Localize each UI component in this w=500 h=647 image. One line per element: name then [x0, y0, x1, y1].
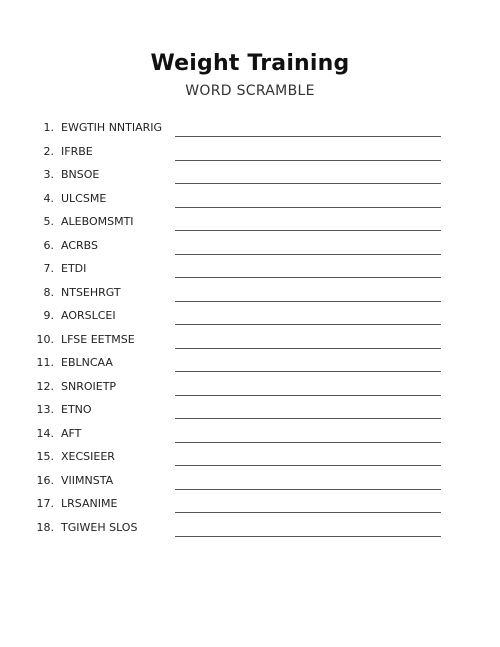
item-number: 3. [43, 168, 54, 181]
list-item [0, 495, 500, 519]
list-item [0, 425, 500, 449]
list-item [0, 284, 500, 308]
scrambled-word: ULCSME [61, 191, 107, 205]
answer-line[interactable] [175, 489, 441, 490]
item-number: 16. [36, 473, 54, 487]
list-item [0, 237, 500, 261]
list-item [0, 143, 500, 167]
answer-line[interactable] [175, 442, 441, 443]
item-number: 2. [43, 144, 54, 158]
answer-line[interactable] [175, 207, 441, 208]
item-number: 13. [36, 403, 54, 416]
answer-line[interactable] [175, 512, 441, 513]
item-number: 4. [43, 191, 54, 205]
list-item [0, 472, 500, 496]
item-number: 1. [43, 121, 54, 134]
item-number: 14. [36, 426, 54, 440]
scrambled-word: ACRBS [61, 238, 98, 252]
answer-line[interactable] [175, 136, 441, 137]
scrambled-word: EWGTIH NNTIARIG [61, 121, 163, 134]
scrambled-word: BNSOE [61, 168, 100, 181]
scrambled-word: AFT [61, 426, 82, 440]
list-item [0, 307, 500, 331]
answer-line[interactable] [175, 254, 441, 255]
scrambled-word: NTSEHRGT [61, 285, 121, 299]
answer-line[interactable] [175, 348, 441, 349]
answer-line[interactable] [175, 536, 441, 537]
item-number: 11. [36, 356, 54, 369]
scrambled-word: ETDI [61, 262, 87, 275]
answer-line[interactable] [175, 465, 441, 466]
item-number: 6. [43, 238, 54, 252]
answer-line[interactable] [175, 301, 441, 302]
item-number: 12. [36, 379, 54, 393]
scrambled-word: XECSIEER [61, 450, 115, 463]
item-number: 17. [36, 497, 54, 510]
answer-line[interactable] [175, 371, 441, 372]
scrambled-word: VIIMNSTA [61, 473, 114, 487]
item-number: 9. [43, 309, 54, 322]
list-item [0, 519, 500, 543]
list-item [0, 166, 500, 190]
list-item [0, 401, 500, 425]
scrambled-word: TGIWEH SLOS [61, 520, 138, 534]
item-number: 7. [43, 262, 54, 275]
scrambled-word: AORSLCEI [61, 309, 116, 322]
item-number: 8. [43, 285, 54, 299]
list-item [0, 260, 500, 284]
list-item [0, 354, 500, 378]
scrambled-word: LFSE EETMSE [61, 332, 135, 346]
list-item [0, 331, 500, 355]
page-title: Weight Training [150, 51, 350, 76]
scrambled-word: EBLNCAA [61, 356, 113, 369]
answer-line[interactable] [175, 183, 441, 184]
answer-line[interactable] [175, 418, 441, 419]
scramble-list [0, 119, 500, 542]
item-number: 15. [36, 450, 54, 463]
scrambled-word: ETNO [61, 403, 92, 416]
answer-line[interactable] [175, 324, 441, 325]
item-number: 10. [36, 332, 54, 346]
answer-line[interactable] [175, 395, 441, 396]
scrambled-word: ALEBOMSMTI [61, 215, 134, 228]
list-item [0, 119, 500, 143]
list-item [0, 448, 500, 472]
list-item [0, 378, 500, 402]
answer-line[interactable] [175, 160, 441, 161]
page-subtitle: WORD SCRAMBLE [185, 83, 315, 99]
item-number: 18. [36, 520, 54, 534]
list-item [0, 190, 500, 214]
item-number: 5. [43, 215, 54, 228]
scrambled-word: SNROIETP [61, 379, 117, 393]
scrambled-word: IFRBE [61, 144, 93, 158]
list-item [0, 213, 500, 237]
answer-line[interactable] [175, 230, 441, 231]
answer-line[interactable] [175, 277, 441, 278]
scrambled-word: LRSANIME [61, 497, 118, 510]
